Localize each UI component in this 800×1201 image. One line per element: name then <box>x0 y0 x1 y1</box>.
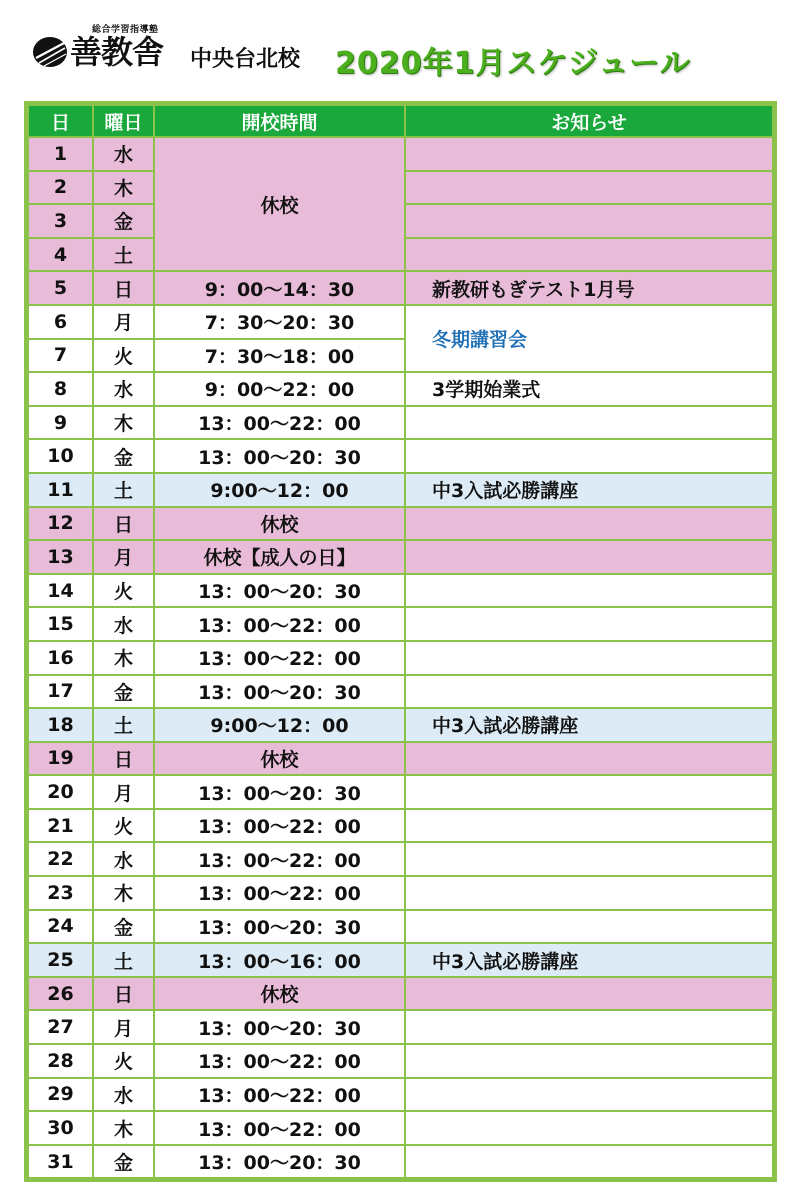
notice-cell: 中3入試必勝講座 <box>405 943 773 977</box>
weekday-cell: 日 <box>93 507 154 541</box>
table-row <box>28 305 773 339</box>
notice-cell <box>405 1145 773 1179</box>
table-row <box>28 876 773 910</box>
column-header-notice: お知らせ <box>405 105 773 137</box>
notice-cell <box>405 1078 773 1112</box>
day-cell: 16 <box>28 641 93 675</box>
hours-cell: 休校 <box>154 507 405 541</box>
table-row <box>28 641 773 675</box>
table-row <box>28 137 773 171</box>
notice-cell <box>405 171 773 205</box>
hours-cell: 13：00〜20：30 <box>154 775 405 809</box>
weekday-cell: 木 <box>93 876 154 910</box>
notice-cell <box>405 775 773 809</box>
weekday-cell: 火 <box>93 1044 154 1078</box>
day-cell: 12 <box>28 507 93 541</box>
table-row <box>28 1078 773 1112</box>
hours-cell: 7：30〜20：30 <box>154 305 405 339</box>
notice-cell <box>405 641 773 675</box>
table-row <box>28 507 773 541</box>
weekday-cell: 金 <box>93 439 154 473</box>
table-row <box>28 574 773 608</box>
table-row <box>28 977 773 1011</box>
notice-cell <box>405 910 773 944</box>
notice-cell: 新教研もぎテスト1月号 <box>405 271 773 305</box>
day-cell: 21 <box>28 809 93 843</box>
day-cell: 31 <box>28 1145 93 1179</box>
table-row <box>28 540 773 574</box>
notice-cell <box>405 574 773 608</box>
hours-cell: 13：00〜22：00 <box>154 876 405 910</box>
day-cell: 30 <box>28 1111 93 1145</box>
day-cell: 10 <box>28 439 93 473</box>
notice-cell <box>405 1010 773 1044</box>
notice-cell <box>405 1044 773 1078</box>
notice-cell <box>405 1111 773 1145</box>
weekday-cell: 木 <box>93 1111 154 1145</box>
notice-cell <box>405 204 773 238</box>
table-row <box>28 708 773 742</box>
table-row <box>28 1010 773 1044</box>
weekday-cell: 水 <box>93 607 154 641</box>
day-cell: 5 <box>28 271 93 305</box>
day-cell: 11 <box>28 473 93 507</box>
weekday-cell: 土 <box>93 708 154 742</box>
hours-cell: 13：00〜20：30 <box>154 675 405 709</box>
day-cell: 17 <box>28 675 93 709</box>
weekday-cell: 火 <box>93 339 154 373</box>
day-cell: 2 <box>28 171 93 205</box>
weekday-cell: 水 <box>93 1078 154 1112</box>
table-row <box>28 842 773 876</box>
table-row <box>28 406 773 440</box>
table-row <box>28 675 773 709</box>
table-row <box>28 473 773 507</box>
day-cell: 4 <box>28 238 93 272</box>
hours-cell: 13：00〜22：00 <box>154 809 405 843</box>
table-row <box>28 910 773 944</box>
weekday-cell: 金 <box>93 1145 154 1179</box>
hours-cell: 9:00〜12：00 <box>154 708 405 742</box>
logo-name: 善教舎 <box>70 33 164 71</box>
weekday-cell: 水 <box>93 372 154 406</box>
column-header-hours: 開校時間 <box>154 105 405 137</box>
hours-cell: 13：00〜22：00 <box>154 406 405 440</box>
notice-cell <box>405 238 773 272</box>
weekday-cell: 木 <box>93 171 154 205</box>
hours-cell: 休校 <box>154 977 405 1011</box>
hours-cell: 9：00〜22：00 <box>154 372 405 406</box>
table-row <box>28 1111 773 1145</box>
hours-cell: 9：00〜14：30 <box>154 271 405 305</box>
table-row <box>28 1145 773 1179</box>
weekday-cell: 日 <box>93 271 154 305</box>
notice-cell <box>405 406 773 440</box>
notice-cell <box>405 137 773 171</box>
day-cell: 28 <box>28 1044 93 1078</box>
hours-cell: 13：00〜20：30 <box>154 1010 405 1044</box>
logo-tagline: 総合学習指導塾 <box>92 25 159 35</box>
notice-cell <box>405 439 773 473</box>
table-row <box>28 809 773 843</box>
weekday-cell: 金 <box>93 910 154 944</box>
hours-cell: 13：00〜22：00 <box>154 1078 405 1112</box>
hours-cell-closed-block: 休校 <box>154 137 405 271</box>
notice-cell <box>405 742 773 776</box>
hours-cell: 13：00〜20：30 <box>154 574 405 608</box>
day-cell: 15 <box>28 607 93 641</box>
table-row <box>28 607 773 641</box>
weekday-cell: 月 <box>93 540 154 574</box>
day-cell: 13 <box>28 540 93 574</box>
hours-cell: 13：00〜16：00 <box>154 943 405 977</box>
weekday-cell: 火 <box>93 809 154 843</box>
table-row <box>28 271 773 305</box>
day-cell: 22 <box>28 842 93 876</box>
notice-cell: 3学期始業式 <box>405 372 773 406</box>
hours-cell: 13：00〜22：00 <box>154 1044 405 1078</box>
notice-cell-winter-course: 冬期講習会 <box>405 305 773 372</box>
table-row <box>28 1044 773 1078</box>
column-header-weekday: 曜日 <box>93 105 154 137</box>
hours-cell: 13：00〜20：30 <box>154 439 405 473</box>
page-title: 2020年1月スケジュール <box>335 46 691 81</box>
table-row <box>28 439 773 473</box>
table-row <box>28 372 773 406</box>
weekday-cell: 木 <box>93 406 154 440</box>
notice-cell: 中3入試必勝講座 <box>405 708 773 742</box>
day-cell: 20 <box>28 775 93 809</box>
hours-cell: 9:00〜12：00 <box>154 473 405 507</box>
hours-cell: 13：00〜22：00 <box>154 607 405 641</box>
day-cell: 23 <box>28 876 93 910</box>
hours-cell: 13：00〜22：00 <box>154 1111 405 1145</box>
logo-icon <box>32 32 70 70</box>
notice-cell <box>405 977 773 1011</box>
weekday-cell: 月 <box>93 775 154 809</box>
weekday-cell: 金 <box>93 204 154 238</box>
notice-cell <box>405 842 773 876</box>
weekday-cell: 土 <box>93 238 154 272</box>
notice-cell <box>405 607 773 641</box>
notice-cell <box>405 540 773 574</box>
hours-cell: 13：00〜22：00 <box>154 641 405 675</box>
day-cell: 18 <box>28 708 93 742</box>
logo <box>32 22 182 72</box>
day-cell: 25 <box>28 943 93 977</box>
weekday-cell: 水 <box>93 137 154 171</box>
table-row <box>28 742 773 776</box>
weekday-cell: 日 <box>93 977 154 1011</box>
table-row <box>28 943 773 977</box>
day-cell: 8 <box>28 372 93 406</box>
day-cell: 7 <box>28 339 93 373</box>
notice-cell <box>405 675 773 709</box>
day-cell: 1 <box>28 137 93 171</box>
table-header-row <box>28 105 773 137</box>
notice-cell <box>405 507 773 541</box>
hours-cell: 13：00〜20：30 <box>154 1145 405 1179</box>
notice-cell <box>405 809 773 843</box>
day-cell: 9 <box>28 406 93 440</box>
hours-cell: 休校 <box>154 742 405 776</box>
weekday-cell: 月 <box>93 305 154 339</box>
day-cell: 3 <box>28 204 93 238</box>
day-cell: 19 <box>28 742 93 776</box>
weekday-cell: 月 <box>93 1010 154 1044</box>
notice-cell <box>405 876 773 910</box>
school-name: 中央台北校 <box>190 47 301 72</box>
hours-cell: 13：00〜22：00 <box>154 842 405 876</box>
weekday-cell: 金 <box>93 675 154 709</box>
day-cell: 14 <box>28 574 93 608</box>
day-cell: 27 <box>28 1010 93 1044</box>
hours-cell: 休校【成人の日】 <box>154 540 405 574</box>
notice-cell: 中3入試必勝講座 <box>405 473 773 507</box>
weekday-cell: 日 <box>93 742 154 776</box>
day-cell: 26 <box>28 977 93 1011</box>
hours-cell: 7：30〜18：00 <box>154 339 405 373</box>
day-cell: 6 <box>28 305 93 339</box>
page-header <box>0 0 800 95</box>
hours-cell: 13：00〜20：30 <box>154 910 405 944</box>
weekday-cell: 木 <box>93 641 154 675</box>
table-row <box>28 775 773 809</box>
day-cell: 29 <box>28 1078 93 1112</box>
column-header-day: 日 <box>28 105 93 137</box>
weekday-cell: 火 <box>93 574 154 608</box>
day-cell: 24 <box>28 910 93 944</box>
weekday-cell: 土 <box>93 943 154 977</box>
weekday-cell: 土 <box>93 473 154 507</box>
weekday-cell: 水 <box>93 842 154 876</box>
schedule-table <box>24 101 777 1182</box>
